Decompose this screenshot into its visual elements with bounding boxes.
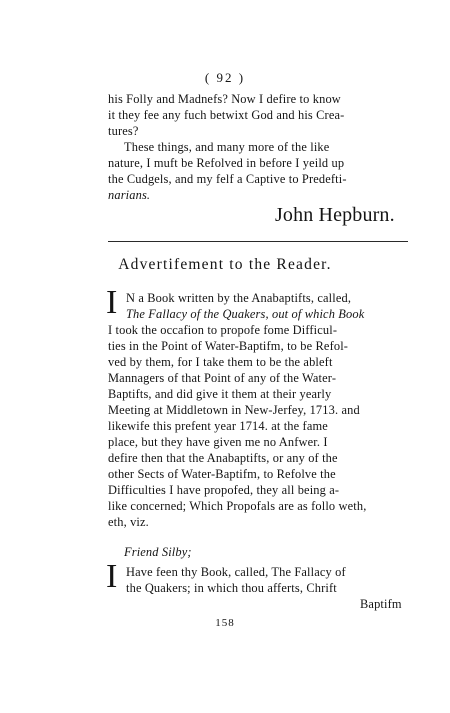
text-line-content: it they fee any fuch betwixt God and his Crea- (108, 108, 345, 122)
text-line (108, 107, 406, 123)
text-line: Have feen thy Book, called, The Fallacy of (126, 565, 346, 579)
text-line: ties in the Point of Water-Baptifm, to be Refol- (108, 339, 349, 353)
text-line: place, but they have given me no Anfwer. I (108, 435, 328, 449)
text-line: ved by them, for I take them to be the ableft (108, 355, 333, 369)
drop-cap: I (106, 558, 118, 595)
text-line: like concerned; Which Propofals are as follo weth, (108, 499, 367, 513)
signature: John Hepburn. (275, 204, 395, 226)
text-line: Mannagers of that Point of any of the Water- (108, 371, 337, 385)
catchword: Baptifm (360, 597, 402, 611)
text-line: the Cudgels, and my felf a Captive to Predefti- (108, 172, 347, 186)
divider-rule (108, 241, 408, 242)
text-line (108, 91, 406, 107)
text-line: Meeting at Middletown in New-Jerfey, 1713. and (108, 403, 360, 417)
text-line: Baptifts, and did give it them at their yearly (108, 387, 332, 401)
text-line: defire then that the Anabaptifts, or any of the (108, 451, 338, 465)
section-title: Advertifement to the Reader. (118, 256, 332, 273)
drop-cap: I (106, 284, 118, 321)
text-line: likewife this prefent year 1714. at the fame (108, 419, 328, 433)
text-line-content: his Folly and Madnefs? Now I defire to know (108, 92, 341, 106)
text-line: N a Book written by the Anabaptifts, called, (126, 291, 352, 305)
page-number: ( 92 ) (204, 70, 246, 85)
salutation: Friend Silby; (124, 545, 192, 559)
text-line: the Quakers; in which thou afferts, Chrift (126, 581, 337, 595)
text-line: eth, viz. (108, 515, 149, 529)
text-line: I took the occafion to propofe fome Difficul- (108, 323, 338, 337)
text-line: The Fallacy of the Quakers, out of which Book (126, 307, 365, 321)
text-line: Difficulties I have propofed, they all being a- (108, 483, 340, 497)
signature-mark: 158 (215, 617, 235, 629)
text-line: These things, and many more of the like (124, 140, 330, 154)
text-line: narians. (108, 188, 151, 202)
text-line: nature, I muft be Refolved in before I yeild up (108, 156, 345, 170)
text-line: other Sects of Water-Baptifm, to Refolve the (108, 467, 336, 481)
text-line: tures? (108, 124, 139, 138)
